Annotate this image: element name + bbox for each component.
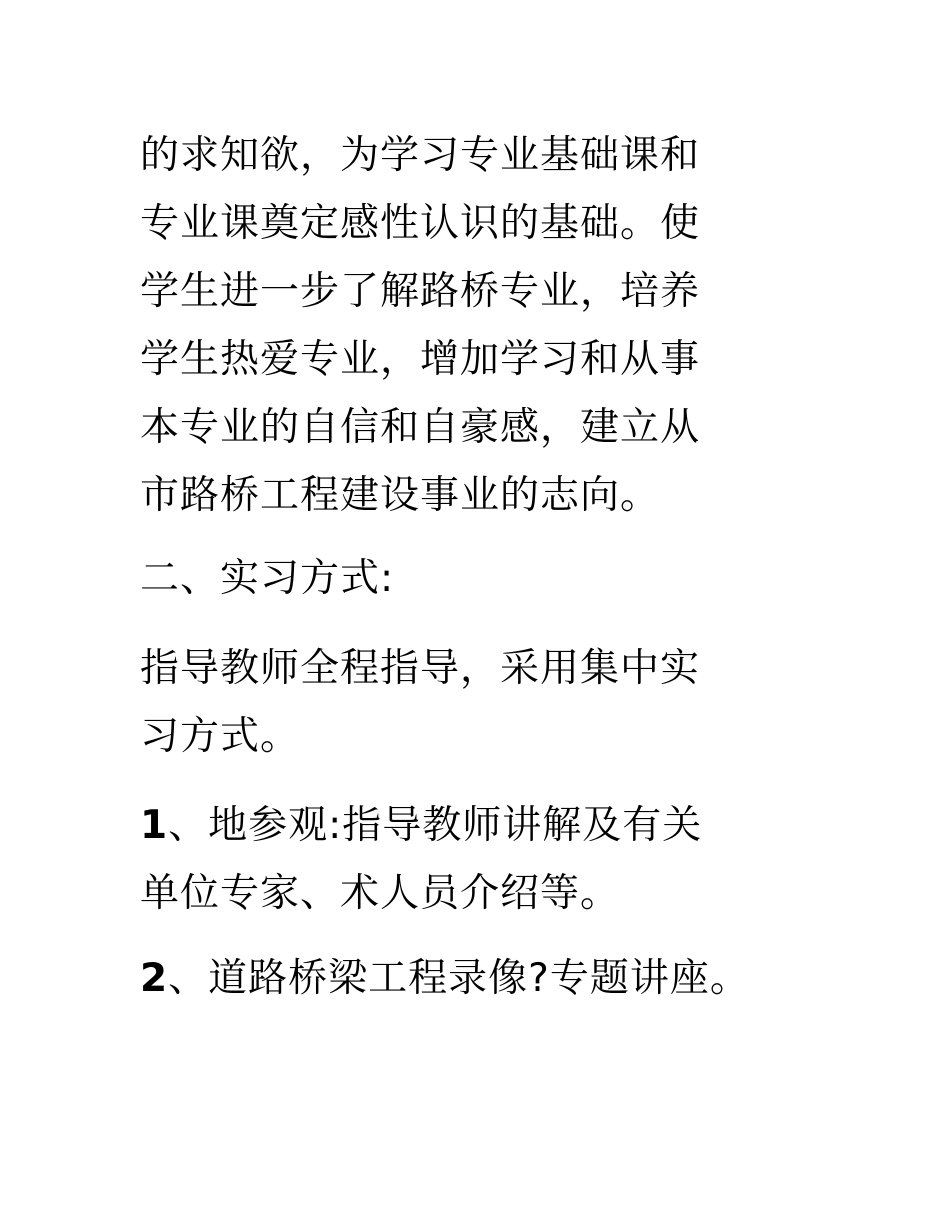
list-item-1: [140, 792, 940, 928]
list-item-number: 1: [140, 803, 169, 848]
list-item-line: [140, 945, 940, 1013]
list-item-line: 单位专家、术人员介绍等。: [140, 871, 621, 916]
list-item-text: 、地参观:指导教师讲解及有关: [168, 803, 703, 848]
paragraph-line: 专业课奠定感性认识的基础。使: [140, 201, 701, 246]
paragraph-line: 习方式。: [140, 714, 301, 759]
section-heading: [140, 545, 940, 613]
section-heading-text: 二、实习方式:: [140, 556, 395, 601]
paragraph-line: 市路桥工程建设事业的志向。: [140, 473, 661, 518]
paragraph-line: 指导教师全程指导，采用集中实: [140, 646, 701, 691]
list-item-text: 、道路桥梁工程录像?专题讲座。: [168, 956, 750, 1001]
list-item-number: 2: [140, 956, 169, 1001]
paragraph-line: 学生进一步了解路桥专业，培养: [140, 269, 701, 314]
paragraph-line: 的求知欲，为学习专业基础课和: [140, 133, 701, 178]
intro-paragraph: [140, 122, 940, 530]
paragraph-line: 学生热爱专业，增加学习和从事: [140, 337, 701, 382]
method-paragraph: [140, 635, 940, 771]
list-item-line: [140, 792, 940, 860]
paragraph-line: 本专业的自信和自豪感，建立从: [140, 405, 701, 450]
list-item-2: [140, 945, 940, 1013]
